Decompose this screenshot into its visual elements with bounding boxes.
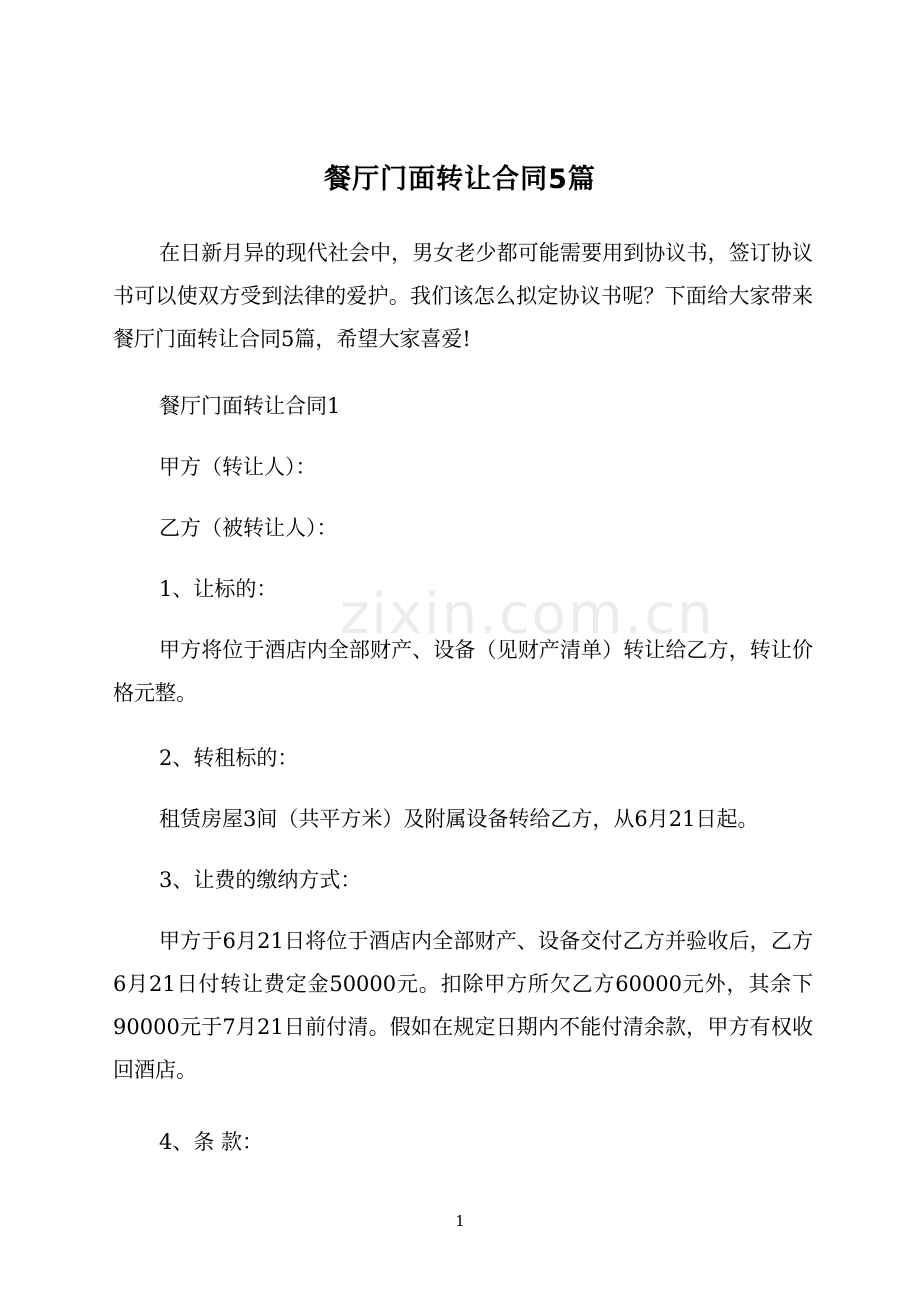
intro-paragraph: 在日新月异的现代社会中，男女老少都可能需要用到协议书，签订协议书可以使双方受到法律的爱护。我们该怎么拟定协议书呢？下面给大家带来餐厅门面转让合同5篇，希望大家喜爱! [113, 241, 813, 351]
party-b-line: 乙方（被转让人）： [159, 516, 338, 540]
clause-2-heading: 2、转租标的： [159, 746, 299, 770]
clause-2-body: 租赁房屋3间（共平方米）及附属设备转给乙方，从6月21日起。 [159, 807, 759, 831]
document-title: 餐厅门面转让合同5篇 [324, 164, 596, 195]
clause-1-heading: 1、让标的： [159, 577, 278, 601]
watermark: zixin.com.cn [340, 582, 715, 647]
clause-1-body: 甲方将位于酒店内全部财产、设备（见财产清单）转让给乙方，转让价格元整。 [113, 638, 813, 705]
clause-3-body: 甲方于6月21日将位于酒店内全部财产、设备交付乙方并验收后，乙方6月21日付转让费定金50000元。扣除甲方所欠乙方60000元外，其余下90000元于7月21日前付清。假如在规定日期内不能付清余款，甲方有权收回酒店。 [113, 929, 813, 1082]
clause-3-heading: 3、让费的缴纳方式： [159, 868, 362, 892]
page-number: 1 [455, 1212, 465, 1230]
section-heading: 餐厅门面转让合同1 [159, 394, 341, 418]
clause-4-heading: 4、条 款： [159, 1130, 264, 1154]
party-a-line: 甲方（转让人）： [159, 455, 317, 479]
